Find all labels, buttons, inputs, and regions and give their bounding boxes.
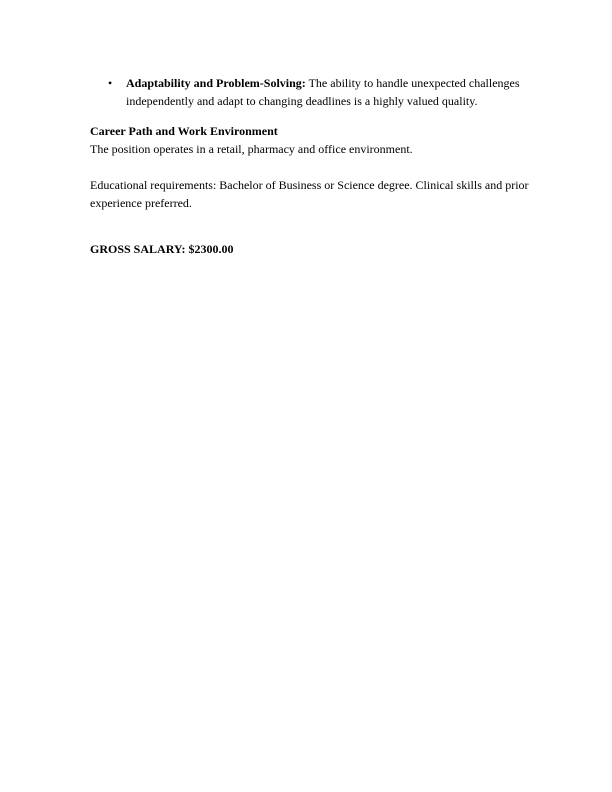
education-paragraph: Educational requirements: Bachelor of Business or Science degree. Clinical skills and prior experience preferred. xyxy=(90,178,529,210)
bullet-list xyxy=(90,74,530,110)
bullet-icon: • xyxy=(108,76,113,90)
section-heading: Career Path and Work Environment xyxy=(90,124,278,138)
list-item xyxy=(90,74,530,110)
bullet-title: Adaptability and Problem-Solving: xyxy=(126,76,306,90)
environment-paragraph: The position operates in a retail, pharmacy and office environment. xyxy=(90,142,413,156)
gross-salary: GROSS SALARY: $2300.00 xyxy=(90,242,234,256)
bullet-text: The ability to handle unexpected challenges independently and adapt to changing deadlines is a highly valued quality. xyxy=(126,76,520,108)
